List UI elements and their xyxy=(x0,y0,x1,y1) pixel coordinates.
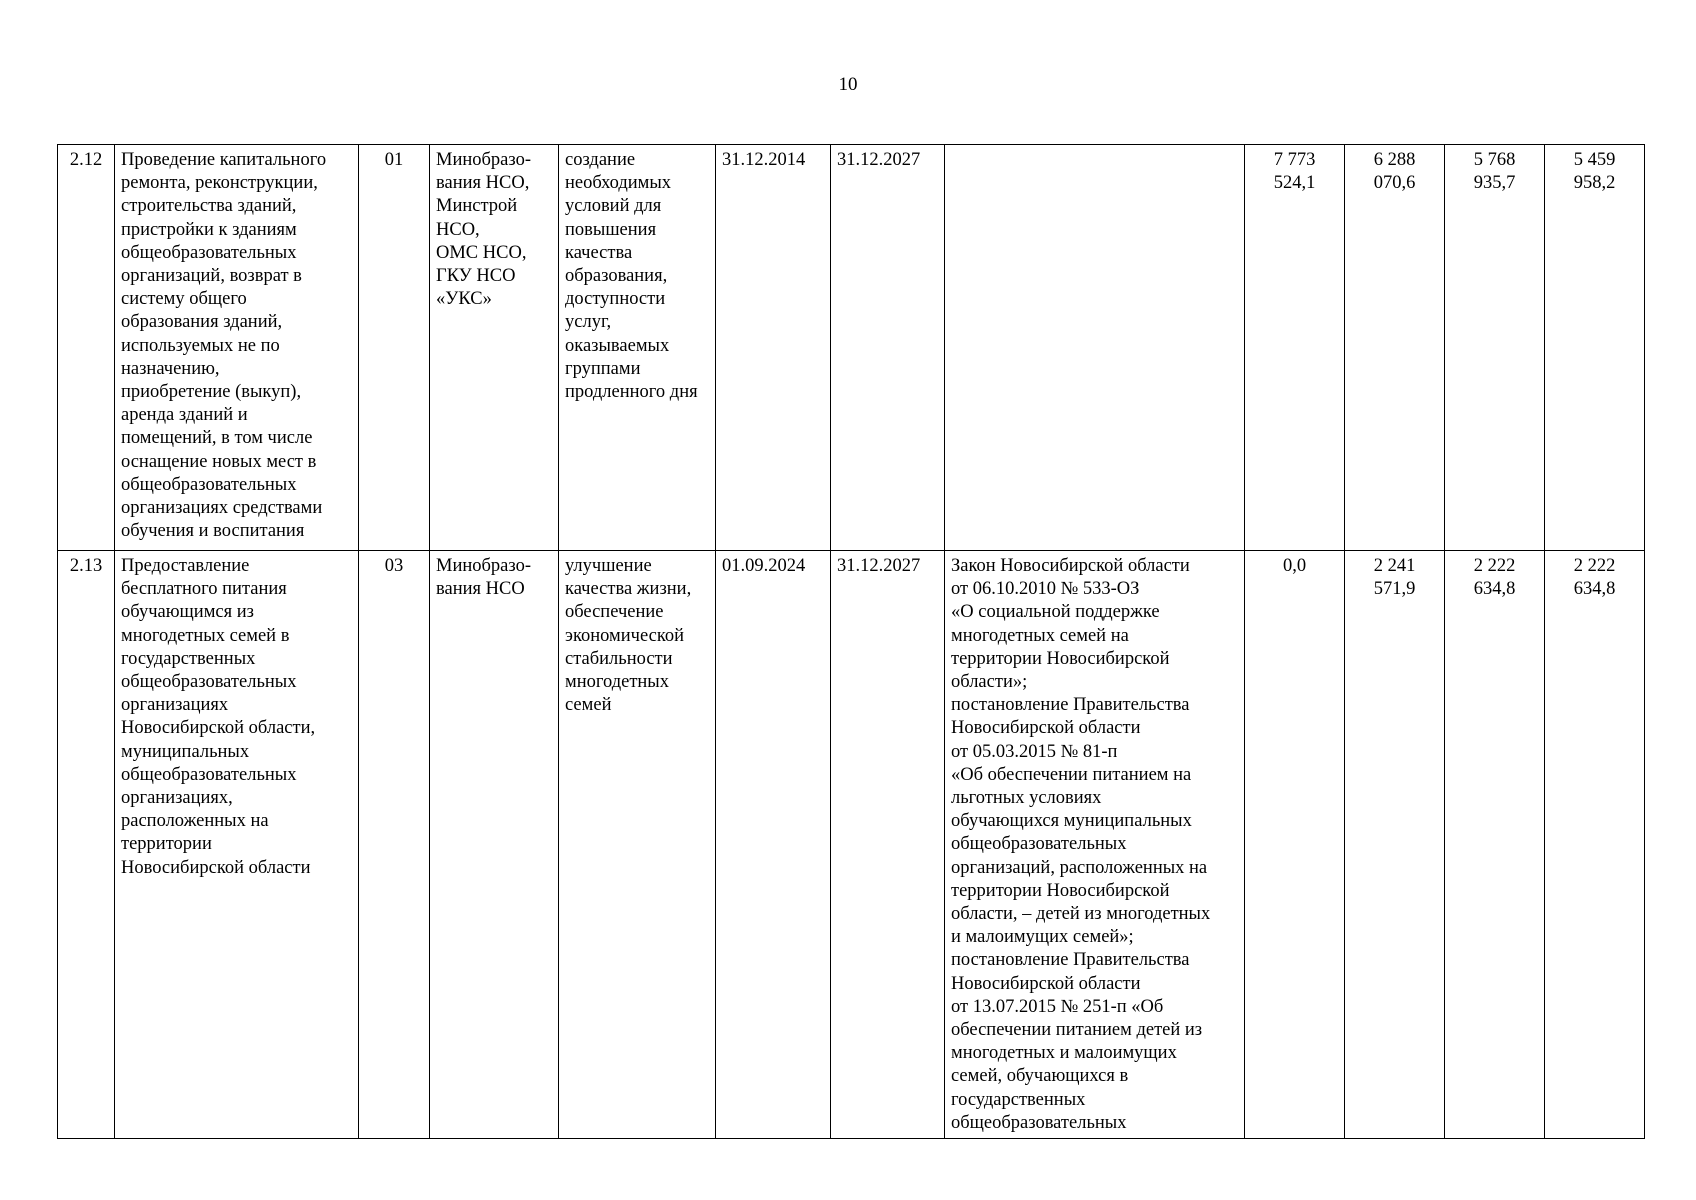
executor-cell: Минобразо- вания НСО xyxy=(430,551,559,1139)
amount-cell-3: 2 222 634,8 xyxy=(1445,551,1545,1139)
page-number: 10 xyxy=(838,74,858,95)
table-row xyxy=(58,145,1645,551)
result-cell: улучшение качества жизни, обеспечение экономической стабильности многодетных семей xyxy=(559,551,716,1139)
row-number-cell: 2.13 xyxy=(58,551,115,1139)
amount-cell-1: 0,0 xyxy=(1245,551,1345,1139)
task-code-cell: 03 xyxy=(359,551,430,1139)
legal-basis-cell xyxy=(945,145,1245,551)
amount-cell-4: 5 459 958,2 xyxy=(1545,145,1645,551)
end-date-cell: 31.12.2027 xyxy=(831,551,945,1139)
row-number-cell: 2.12 xyxy=(58,145,115,551)
legal-basis-cell: Закон Новосибирской области от 06.10.2010 № 533-ОЗ «О социальной поддержке многодетных семей на территории Новосибирской области»; постановление Правительства Новосибирской области от 05.03.2015 № 81-п «Об обеспечении питанием на льготных условиях обучающихся муниципальных общеобразовательных организаций, расположенных на территории Новосибирской области, – детей из многодетных и малоимущих семей»; постановление Правительства Новосибирской области от 13.07.2015 № 251-п «Об обеспечении питанием детей из многодетных и малоимущих семей, обучающихся в государственных общеобразовательных xyxy=(945,551,1245,1139)
measures-table xyxy=(57,144,1645,1139)
measure-name-cell: Проведение капитального ремонта, реконструкции, строительства зданий, пристройки к зданиям общеобразовательных организаций, возврат в систему общего образования зданий, используемых не по назначению, приобретение (выкуп), аренда зданий и помещений, в том числе оснащение новых мест в общеобразовательных организациях средствами обучения и воспитания xyxy=(115,145,359,551)
result-cell: создание необходимых условий для повышения качества образования, доступности услуг, оказываемых группами продленного дня xyxy=(559,145,716,551)
amount-cell-2: 2 241 571,9 xyxy=(1345,551,1445,1139)
task-code-cell: 01 xyxy=(359,145,430,551)
executor-cell: Минобразо- вания НСО, Минстрой НСО, ОМС НСО, ГКУ НСО «УКС» xyxy=(430,145,559,551)
end-date-cell: 31.12.2027 xyxy=(831,145,945,551)
amount-cell-2: 6 288 070,6 xyxy=(1345,145,1445,551)
measure-name-cell: Предоставление бесплатного питания обучающимся из многодетных семей в государственных общеобразовательных организациях Новосибирской области, муниципальных общеобразовательных организациях, расположенных на территории Новосибирской области xyxy=(115,551,359,1139)
amount-cell-3: 5 768 935,7 xyxy=(1445,145,1545,551)
amount-cell-4: 2 222 634,8 xyxy=(1545,551,1645,1139)
start-date-cell: 01.09.2024 xyxy=(716,551,831,1139)
amount-cell-1: 7 773 524,1 xyxy=(1245,145,1345,551)
start-date-cell: 31.12.2014 xyxy=(716,145,831,551)
table-row xyxy=(58,551,1645,1139)
